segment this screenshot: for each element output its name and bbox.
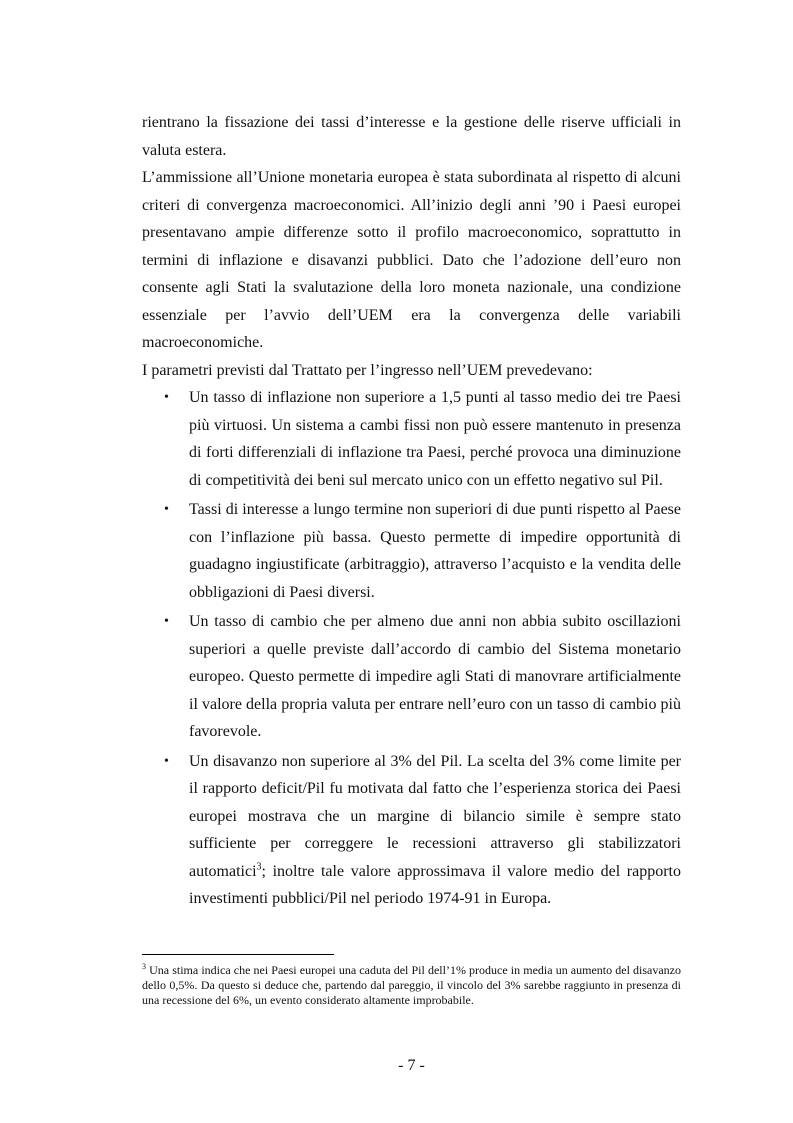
footnote-marker: 3: [142, 962, 146, 971]
criteria-list: [142, 384, 681, 913]
page-number: - 7 -: [398, 1057, 425, 1074]
paragraph-continuation: rientrano la fissazione dei tassi d’interesse e la gestione delle riserve ufficiali in valuta estera.: [142, 114, 681, 159]
paragraph-convergence: L’ammissione all’Unione monetaria europea è stata subordinata al rispetto di alcuni criteri di convergenza macroeconomici. All’inizio degli anni ’90 i Paesi europei presentavano ampie differenze sotto il profilo macroeconomico, soprattutto in termini di inflazione e disavanzi pubblici. Dato che l’adozione dell’euro non consente agli Stati la svalutazione della loro moneta nazionale, una condizione essenziale per l’avvio dell’UEM era la convergenza delle variabili macroeconomiche.: [142, 169, 681, 351]
body-text: [142, 109, 681, 915]
list-item-text-continued: ; inoltre tale valore approssimava il valore medio del rapporto investimenti pubblici/Pil nel periodo 1974-91 in Europa.: [189, 862, 681, 907]
list-item-text: Tassi di interesse a lungo termine non superiori di due punti rispetto al Paese con l’inflazione più bassa. Questo permette di impedire opportunità di guadagno ingiustificate (arbitraggio), attraverso l’acquisto e la vendita delle obbligazioni di Paesi diversi.: [189, 501, 681, 601]
list-item-text: Un disavanzo non superiore al 3% del Pil. La scelta del 3% come limite per il rapporto deficit/Pil fu motivata dal fatto che l’esperienza storica dei Paesi europei mostrava che un margine di bilancio simile è sempre stato sufficiente per correggere le recessioni attraverso gli stabilizzatori automatici: [189, 752, 681, 880]
footnote-separator: [142, 954, 334, 955]
bullet-icon: •: [164, 614, 169, 629]
bullet-icon: •: [164, 390, 169, 405]
paragraph-parameters-intro: I parametri previsti dal Trattato per l’ingresso nell’UEM prevedevano:: [142, 361, 593, 379]
footnote-text: Una stima indica che nei Paesi europei una caduta del Pil dell’1% produce in media un aumento del disavanzo dello 0,5%. Da questo si deduce che, partendo dal pareggio, il vincolo del 3% sarebbe raggiunto in presenza di una recessione del 6%, un evento considerato altamente improbabile.: [142, 963, 681, 1007]
footnote-reference: 3: [256, 861, 262, 873]
list-item-text: Un tasso di inflazione non superiore a 1,5 punti al tasso medio dei tre Paesi più virtuosi. Un sistema a cambi fissi non può essere mantenuto in presenza di forti differenziali di inflazione tra Paesi, perché provoca una diminuzione di competitività dei beni sul mercato unico con un effetto negativo sul Pil.: [189, 389, 681, 489]
list-item: [142, 608, 681, 746]
list-item-text: Un tasso di cambio che per almeno due anni non abbia subito oscillazioni superiori a quelle previste dall’accordo di cambio del Sistema monetario europeo. Questo permette di impedire agli Stati di manovrare artificialmente il valore della propria valuta per entrare nell’euro con un tasso di cambio più favorevole.: [189, 613, 681, 740]
list-item: [142, 384, 681, 494]
footnote: [142, 963, 681, 1008]
bullet-icon: •: [164, 502, 169, 517]
bullet-icon: •: [164, 753, 169, 769]
list-item: [142, 748, 681, 913]
list-item: [142, 496, 681, 606]
